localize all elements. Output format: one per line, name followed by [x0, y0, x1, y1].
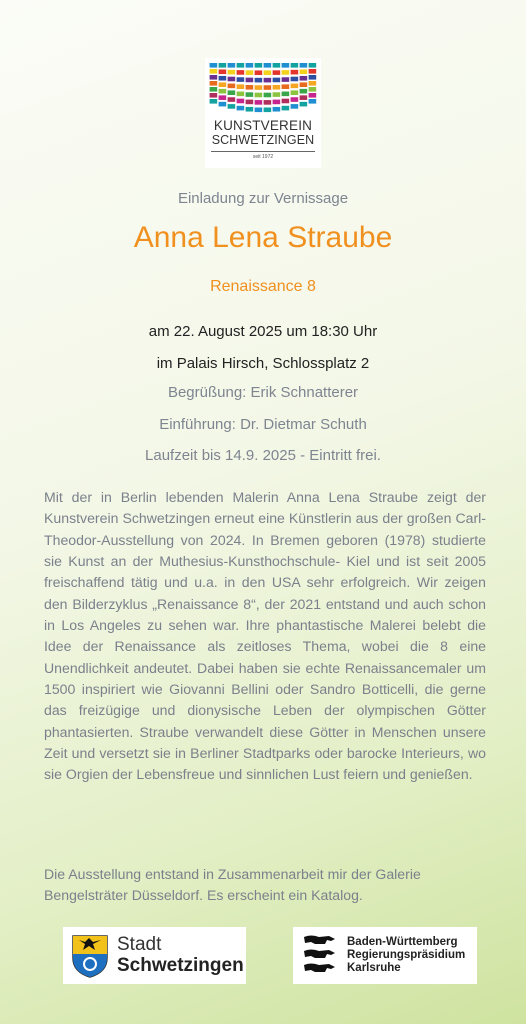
mosaic-tile: [309, 93, 317, 98]
mosaic-tile: [219, 69, 227, 74]
mosaic-tile: [210, 99, 218, 104]
mosaic-tile: [273, 92, 281, 97]
mosaic-tile: [237, 84, 245, 89]
invitation-line: Einladung zur Vernissage: [177, 190, 349, 207]
mosaic-tile: [246, 85, 254, 90]
mosaic-tile: [273, 100, 281, 105]
mosaic-tile: [255, 70, 263, 75]
mosaic-tile: [219, 82, 227, 87]
mosaic-tile: [264, 108, 272, 113]
mosaic-tile: [300, 89, 308, 94]
mosaic-tile: [219, 76, 227, 81]
mosaic-tile: [300, 82, 308, 87]
mosaic-tile: [264, 93, 272, 98]
mosaic-tile: [219, 89, 227, 94]
mosaic-tile: [300, 63, 308, 68]
mosaic-tile: [237, 106, 245, 111]
bw-line3: Karlsruhe: [347, 962, 401, 974]
mosaic-tile: [228, 77, 236, 82]
mosaic-tile: [255, 108, 263, 113]
mosaic-tile: [300, 69, 308, 74]
mosaic-tile: [237, 70, 245, 75]
mosaic-tile: [228, 97, 236, 102]
mosaic-tile: [273, 70, 281, 75]
mosaic-tile: [282, 70, 290, 75]
mosaic-tile: [228, 104, 236, 109]
mosaic-tile: [309, 69, 317, 74]
mosaic-tile: [264, 85, 272, 90]
introduction-speaker: Einführung: Dr. Dietmar Schuth: [159, 416, 367, 433]
collaboration-paragraph: Die Ausstellung entstand in Zusammenarbeit mir der Galerie Bengelsträter Düsseldorf. Es erscheint ein Katalog.: [44, 866, 421, 904]
mosaic-tile: [282, 106, 290, 111]
three-lions-icon: [301, 933, 339, 979]
mosaic-tile: [273, 78, 281, 83]
mosaic-tile: [264, 63, 272, 68]
logo-since: seit 1972: [252, 154, 274, 160]
mosaic-tile: [300, 76, 308, 81]
mosaic-tile: [291, 97, 299, 102]
mosaic-tile: [210, 75, 218, 80]
mosaic-tile: [219, 63, 227, 68]
mosaic-tile: [237, 77, 245, 82]
artist-name: Anna Lena Straube: [133, 221, 393, 254]
logo-name-line2: SCHWETZINGEN: [211, 133, 315, 147]
mosaic-tile: [237, 92, 245, 97]
mosaic-tile: [309, 63, 317, 68]
mosaic-tile: [228, 84, 236, 89]
mosaic-tile: [237, 63, 245, 68]
mosaic-tile: [291, 70, 299, 75]
mosaic-tile: [282, 84, 290, 89]
mosaic-tile: [273, 85, 281, 90]
mosaic-tile: [210, 69, 218, 74]
greeting-speaker: Begrüßung: Erik Schnatterer: [167, 384, 359, 401]
mosaic-tile: [282, 99, 290, 104]
stadt-schwetzingen-logo: [63, 927, 246, 984]
mosaic-tile: [300, 102, 308, 107]
mosaic-tile: [309, 75, 317, 80]
logo-divider: [211, 151, 315, 152]
description-paragraph: Mit der in Berlin lebenden Malerin Anna Lena Straube zeigt der Kunstverein Schwetzingen erneut eine Künstlerin aus der großen Carl-Theodor-Ausstellung von 2024. In Bremen geboren (1978) studierte sie Kunst an der Muthesius-Kunsthochschule- Kiel und ist seit 2005 freischaffend tätig und u.a. in den USA sehr erfolgreich. Wir zeigen den Bilderzyklus „Renaissance 8“, der 2021 entstand und auch schon in Los Angeles zu sehen war. Ihre phantastische Malerei belebt die Idee der Renaissance als zeitloses Thema, wobei die 8 eine Unendlichkeit andeutet. Dabei haben sie echte Renaissancemaler um 1500 inspiriert wie Giovanni Bellini oder Sandro Botticelli, die gerne das freizügige und dionysische Leben der olympischen Götter phantasierten. Straube verwandelt diese Götter in Menschen unsere Zeit und versetzt sie in Berliner Stadtparks oder barocke Interieurs, wo sie Orgien der Lebensfreue und sinnlichen Lust feiern und genießen.: [44, 489, 486, 783]
bw-line2: Regierungspräsidium: [347, 949, 466, 961]
mosaic-tile: [228, 63, 236, 68]
mosaic-tile: [210, 93, 218, 98]
event-venue: im Palais Hirsch, Schlossplatz 2: [156, 355, 370, 372]
schwetzingen-label: Schwetzingen: [117, 954, 244, 976]
mosaic-tile: [228, 90, 236, 95]
mosaic-tile: [246, 92, 254, 97]
mosaic-tile: [282, 92, 290, 97]
mosaic-tile: [291, 90, 299, 95]
mosaic-tile: [219, 95, 227, 100]
mosaic-tile: [210, 81, 218, 86]
mosaic-tile: [210, 87, 218, 92]
mosaic-tile: [237, 99, 245, 104]
mosaic-tile: [282, 77, 290, 82]
mosaic-tile: [246, 107, 254, 112]
logo-name-line1: KUNSTVEREIN: [213, 118, 313, 133]
kunstverein-logo: [205, 58, 321, 168]
mosaic-tile: [228, 70, 236, 75]
exhibition-runtime: Laufzeit bis 14.9. 2025 - Eintritt frei.: [145, 447, 381, 464]
mosaic-tile: [291, 104, 299, 109]
bw-line1: Baden-Württemberg: [347, 936, 458, 948]
mosaic-tile: [300, 95, 308, 100]
mosaic-tile: [309, 81, 317, 86]
mosaic-tile: [246, 70, 254, 75]
mosaic-tile: [291, 63, 299, 68]
mosaic-tile: [219, 102, 227, 107]
mosaic-tile: [291, 77, 299, 82]
mosaic-logo-icon: [209, 62, 317, 114]
mosaic-tile: [273, 107, 281, 112]
regierungspraesidium-logo: [293, 927, 477, 984]
mosaic-tile: [255, 78, 263, 83]
mosaic-tile: [264, 78, 272, 83]
mosaic-tile: [291, 84, 299, 89]
mosaic-tile: [246, 63, 254, 68]
mosaic-tile: [264, 70, 272, 75]
mosaic-tile: [255, 100, 263, 105]
mosaic-tile: [255, 63, 263, 68]
mosaic-tile: [264, 100, 272, 105]
mosaic-tile: [309, 99, 317, 104]
stadt-label: Stadt: [117, 933, 162, 955]
mosaic-tile: [255, 93, 263, 98]
mosaic-tile: [282, 63, 290, 68]
mosaic-tile: [210, 63, 218, 68]
mosaic-tile: [309, 87, 317, 92]
exhibition-title: Renaissance 8: [210, 278, 316, 295]
event-date: am 22. August 2025 um 18:30 Uhr: [148, 323, 378, 340]
mosaic-tile: [246, 100, 254, 105]
mosaic-tile: [246, 78, 254, 83]
mosaic-tile: [273, 63, 281, 68]
city-crest-icon: [71, 934, 109, 978]
mosaic-tile: [255, 85, 263, 90]
